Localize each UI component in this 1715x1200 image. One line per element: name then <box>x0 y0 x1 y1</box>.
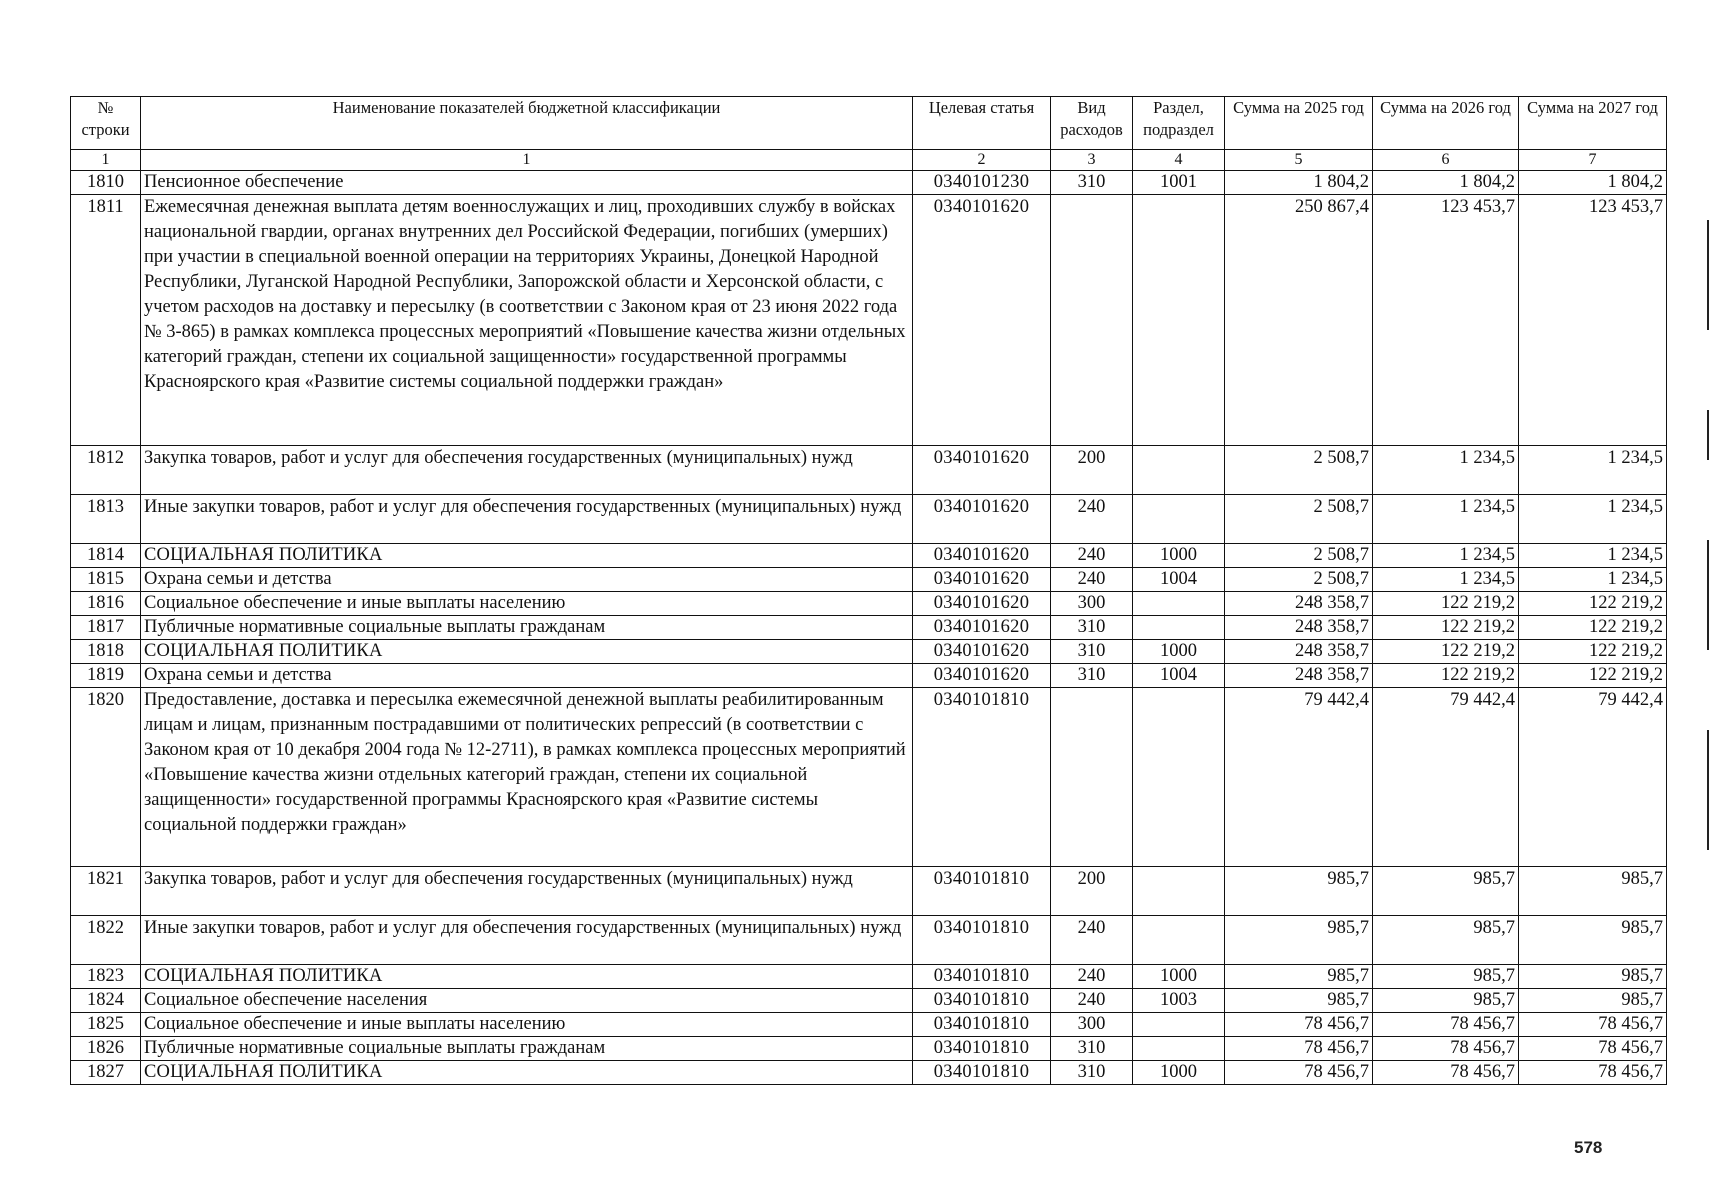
row-sum-2027: 985,7 <box>1519 916 1667 965</box>
row-number: 1822 <box>71 916 141 965</box>
row-target-code: 0340101620 <box>913 664 1051 688</box>
header-vid: Вид расходов <box>1051 97 1133 150</box>
row-expense-type: 200 <box>1051 446 1133 495</box>
row-name: Социальное обеспечение и иные выплаты населению <box>141 1013 913 1037</box>
col-number: 3 <box>1051 150 1133 171</box>
row-sum-2027: 985,7 <box>1519 965 1667 989</box>
table-row <box>71 544 1667 568</box>
row-sum-2026: 985,7 <box>1373 965 1519 989</box>
row-expense-type: 240 <box>1051 916 1133 965</box>
row-sum-2026: 78 456,7 <box>1373 1061 1519 1085</box>
row-sum-2027: 1 234,5 <box>1519 568 1667 592</box>
row-sum-2025: 78 456,7 <box>1225 1061 1373 1085</box>
table-row <box>71 664 1667 688</box>
row-sum-2025: 2 508,7 <box>1225 446 1373 495</box>
row-number: 1816 <box>71 592 141 616</box>
row-target-code: 0340101810 <box>913 916 1051 965</box>
col-number: 6 <box>1373 150 1519 171</box>
table-row <box>71 1061 1667 1085</box>
row-name: Публичные нормативные социальные выплаты гражданам <box>141 1037 913 1061</box>
header-target: Целевая статья <box>913 97 1051 150</box>
row-sum-2027: 122 219,2 <box>1519 664 1667 688</box>
table-row <box>71 495 1667 544</box>
row-section <box>1133 867 1225 916</box>
row-expense-type: 240 <box>1051 568 1133 592</box>
row-sum-2025: 2 508,7 <box>1225 544 1373 568</box>
row-sum-2025: 2 508,7 <box>1225 568 1373 592</box>
row-expense-type: 310 <box>1051 616 1133 640</box>
row-sum-2027: 78 456,7 <box>1519 1037 1667 1061</box>
table-row <box>71 446 1667 495</box>
row-sum-2026: 122 219,2 <box>1373 640 1519 664</box>
row-name: Иные закупки товаров, работ и услуг для обеспечения государственных (муниципальных) нужд <box>141 916 913 965</box>
row-sum-2025: 2 508,7 <box>1225 495 1373 544</box>
table-row <box>71 867 1667 916</box>
row-section: 1000 <box>1133 544 1225 568</box>
row-sum-2025: 248 358,7 <box>1225 664 1373 688</box>
row-sum-2025: 248 358,7 <box>1225 592 1373 616</box>
row-number: 1815 <box>71 568 141 592</box>
col-number: 1 <box>71 150 141 171</box>
row-expense-type: 310 <box>1051 1061 1133 1085</box>
row-number: 1819 <box>71 664 141 688</box>
row-name: Ежемесячная денежная выплата детям военнослужащих и лиц, проходивших службу в войсках национальной гвардии, органах внутренних дел Российской Федерации, погибших (умерших) при участии в специальной военной операции на территориях Украины, Донецкой Народной Республики, Луганской Народной Республики, Запорожской области и Херсонской области, с учетом расходов на доставку и пересылку (в соответствии с Законом края от 23 июня 2022 года № 3-865) в рамках комплекса процессных мероприятий «Повышение качества жизни отдельных категорий граждан, степени их социальной защищенности» государственной программы Красноярского края «Развитие системы социальной поддержки граждан» <box>141 195 913 446</box>
row-sum-2026: 79 442,4 <box>1373 688 1519 867</box>
row-sum-2026: 1 804,2 <box>1373 171 1519 195</box>
row-sum-2026: 1 234,5 <box>1373 495 1519 544</box>
row-target-code: 0340101230 <box>913 171 1051 195</box>
row-sum-2026: 122 219,2 <box>1373 616 1519 640</box>
binder-edge-mark <box>1707 220 1709 330</box>
col-number: 4 <box>1133 150 1225 171</box>
row-target-code: 0340101810 <box>913 989 1051 1013</box>
row-name: Иные закупки товаров, работ и услуг для обеспечения государственных (муниципальных) нужд <box>141 495 913 544</box>
row-sum-2027: 985,7 <box>1519 989 1667 1013</box>
row-sum-2026: 985,7 <box>1373 989 1519 1013</box>
binder-edge-mark <box>1707 730 1709 850</box>
binder-edge-mark <box>1707 540 1709 650</box>
table-row <box>71 616 1667 640</box>
row-section <box>1133 1013 1225 1037</box>
page-number: 578 <box>1574 1138 1603 1157</box>
row-name: Социальное обеспечение населения <box>141 989 913 1013</box>
row-sum-2027: 1 804,2 <box>1519 171 1667 195</box>
budget-sheet <box>70 96 1666 1085</box>
row-section <box>1133 616 1225 640</box>
row-section <box>1133 592 1225 616</box>
table-row <box>71 195 1667 446</box>
table-row <box>71 965 1667 989</box>
budget-table <box>70 96 1667 1085</box>
row-sum-2025: 985,7 <box>1225 867 1373 916</box>
row-target-code: 0340101810 <box>913 1013 1051 1037</box>
row-sum-2025: 985,7 <box>1225 916 1373 965</box>
table-row <box>71 989 1667 1013</box>
row-name: Публичные нормативные социальные выплаты гражданам <box>141 616 913 640</box>
row-name: СОЦИАЛЬНАЯ ПОЛИТИКА <box>141 1061 913 1085</box>
row-number: 1818 <box>71 640 141 664</box>
row-name: Предоставление, доставка и пересылка ежемесячной денежной выплаты реабилитированным лицам и лицам, признанным пострадавшими от политических репрессий (в соответствии с Законом края от 10 декабря 2004 года № 12-2711), в рамках комплекса процессных мероприятий «Повышение качества жизни отдельных категорий граждан, степени их социальной защищенности» государственной программы Красноярского края «Развитие системы социальной поддержки граждан» <box>141 688 913 867</box>
row-section: 1000 <box>1133 640 1225 664</box>
row-sum-2025: 250 867,4 <box>1225 195 1373 446</box>
row-target-code: 0340101810 <box>913 965 1051 989</box>
row-target-code: 0340101810 <box>913 867 1051 916</box>
row-sum-2027: 1 234,5 <box>1519 495 1667 544</box>
row-expense-type: 200 <box>1051 867 1133 916</box>
row-name: Охрана семьи и детства <box>141 664 913 688</box>
row-target-code: 0340101620 <box>913 616 1051 640</box>
header-name: Наименование показателей бюджетной классификации <box>141 97 913 150</box>
col-number: 7 <box>1519 150 1667 171</box>
row-sum-2027: 79 442,4 <box>1519 688 1667 867</box>
row-target-code: 0340101620 <box>913 640 1051 664</box>
row-number: 1817 <box>71 616 141 640</box>
row-sum-2026: 78 456,7 <box>1373 1013 1519 1037</box>
row-expense-type: 240 <box>1051 495 1133 544</box>
row-expense-type <box>1051 195 1133 446</box>
row-sum-2025: 79 442,4 <box>1225 688 1373 867</box>
col-number: 1 <box>141 150 913 171</box>
row-number: 1812 <box>71 446 141 495</box>
row-section <box>1133 195 1225 446</box>
row-name: СОЦИАЛЬНАЯ ПОЛИТИКА <box>141 640 913 664</box>
table-header <box>71 97 1667 171</box>
row-sum-2027: 985,7 <box>1519 867 1667 916</box>
header-row-no: № строки <box>71 97 141 150</box>
row-sum-2026: 1 234,5 <box>1373 568 1519 592</box>
table-row <box>71 640 1667 664</box>
row-expense-type: 240 <box>1051 965 1133 989</box>
row-expense-type: 240 <box>1051 989 1133 1013</box>
row-expense-type: 310 <box>1051 171 1133 195</box>
row-number: 1823 <box>71 965 141 989</box>
row-sum-2027: 78 456,7 <box>1519 1013 1667 1037</box>
col-number: 2 <box>913 150 1051 171</box>
row-expense-type: 310 <box>1051 1037 1133 1061</box>
row-sum-2025: 78 456,7 <box>1225 1037 1373 1061</box>
row-name: Охрана семьи и детства <box>141 568 913 592</box>
row-target-code: 0340101810 <box>913 1037 1051 1061</box>
row-sum-2027: 122 219,2 <box>1519 592 1667 616</box>
row-sum-2027: 78 456,7 <box>1519 1061 1667 1085</box>
table-row <box>71 688 1667 867</box>
row-number: 1826 <box>71 1037 141 1061</box>
col-number: 5 <box>1225 150 1373 171</box>
row-section: 1000 <box>1133 965 1225 989</box>
row-name: Закупка товаров, работ и услуг для обеспечения государственных (муниципальных) нужд <box>141 867 913 916</box>
header-sum-2026: Сумма на 2026 год <box>1373 97 1519 150</box>
row-target-code: 0340101620 <box>913 544 1051 568</box>
row-section: 1001 <box>1133 171 1225 195</box>
row-target-code: 0340101810 <box>913 688 1051 867</box>
row-section: 1003 <box>1133 989 1225 1013</box>
table-body <box>71 171 1667 1085</box>
row-sum-2025: 78 456,7 <box>1225 1013 1373 1037</box>
row-sum-2025: 1 804,2 <box>1225 171 1373 195</box>
row-section <box>1133 446 1225 495</box>
header-sum-2027: Сумма на 2027 год <box>1519 97 1667 150</box>
row-sum-2027: 123 453,7 <box>1519 195 1667 446</box>
row-sum-2025: 985,7 <box>1225 965 1373 989</box>
row-sum-2026: 1 234,5 <box>1373 446 1519 495</box>
row-target-code: 0340101620 <box>913 495 1051 544</box>
row-sum-2026: 78 456,7 <box>1373 1037 1519 1061</box>
row-sum-2026: 122 219,2 <box>1373 592 1519 616</box>
row-target-code: 0340101620 <box>913 446 1051 495</box>
row-target-code: 0340101620 <box>913 195 1051 446</box>
row-expense-type: 240 <box>1051 544 1133 568</box>
row-target-code: 0340101620 <box>913 592 1051 616</box>
row-name: СОЦИАЛЬНАЯ ПОЛИТИКА <box>141 544 913 568</box>
row-number: 1810 <box>71 171 141 195</box>
row-number: 1814 <box>71 544 141 568</box>
row-expense-type: 310 <box>1051 640 1133 664</box>
row-section <box>1133 495 1225 544</box>
table-row <box>71 171 1667 195</box>
header-sum-2025: Сумма на 2025 год <box>1225 97 1373 150</box>
row-section <box>1133 916 1225 965</box>
row-sum-2027: 1 234,5 <box>1519 446 1667 495</box>
row-sum-2025: 248 358,7 <box>1225 616 1373 640</box>
table-row <box>71 1037 1667 1061</box>
row-section <box>1133 1037 1225 1061</box>
row-section <box>1133 688 1225 867</box>
row-name: Закупка товаров, работ и услуг для обеспечения государственных (муниципальных) нужд <box>141 446 913 495</box>
row-sum-2026: 122 219,2 <box>1373 664 1519 688</box>
table-row <box>71 916 1667 965</box>
row-number: 1813 <box>71 495 141 544</box>
row-name: Пенсионное обеспечение <box>141 171 913 195</box>
row-sum-2027: 122 219,2 <box>1519 640 1667 664</box>
row-expense-type: 300 <box>1051 592 1133 616</box>
row-section: 1000 <box>1133 1061 1225 1085</box>
row-sum-2025: 248 358,7 <box>1225 640 1373 664</box>
row-expense-type: 300 <box>1051 1013 1133 1037</box>
row-target-code: 0340101620 <box>913 568 1051 592</box>
row-name: СОЦИАЛЬНАЯ ПОЛИТИКА <box>141 965 913 989</box>
row-section: 1004 <box>1133 664 1225 688</box>
row-section: 1004 <box>1133 568 1225 592</box>
row-expense-type: 310 <box>1051 664 1133 688</box>
binder-edge-mark <box>1707 410 1709 460</box>
row-sum-2027: 1 234,5 <box>1519 544 1667 568</box>
row-number: 1827 <box>71 1061 141 1085</box>
row-number: 1811 <box>71 195 141 446</box>
row-sum-2027: 122 219,2 <box>1519 616 1667 640</box>
row-expense-type <box>1051 688 1133 867</box>
row-sum-2025: 985,7 <box>1225 989 1373 1013</box>
row-sum-2026: 985,7 <box>1373 867 1519 916</box>
row-target-code: 0340101810 <box>913 1061 1051 1085</box>
table-row <box>71 1013 1667 1037</box>
row-number: 1821 <box>71 867 141 916</box>
row-number: 1824 <box>71 989 141 1013</box>
row-number: 1820 <box>71 688 141 867</box>
table-row <box>71 592 1667 616</box>
row-name: Социальное обеспечение и иные выплаты населению <box>141 592 913 616</box>
row-number: 1825 <box>71 1013 141 1037</box>
header-section: Раздел, подраздел <box>1133 97 1225 150</box>
row-sum-2026: 985,7 <box>1373 916 1519 965</box>
row-sum-2026: 1 234,5 <box>1373 544 1519 568</box>
table-row <box>71 568 1667 592</box>
row-sum-2026: 123 453,7 <box>1373 195 1519 446</box>
